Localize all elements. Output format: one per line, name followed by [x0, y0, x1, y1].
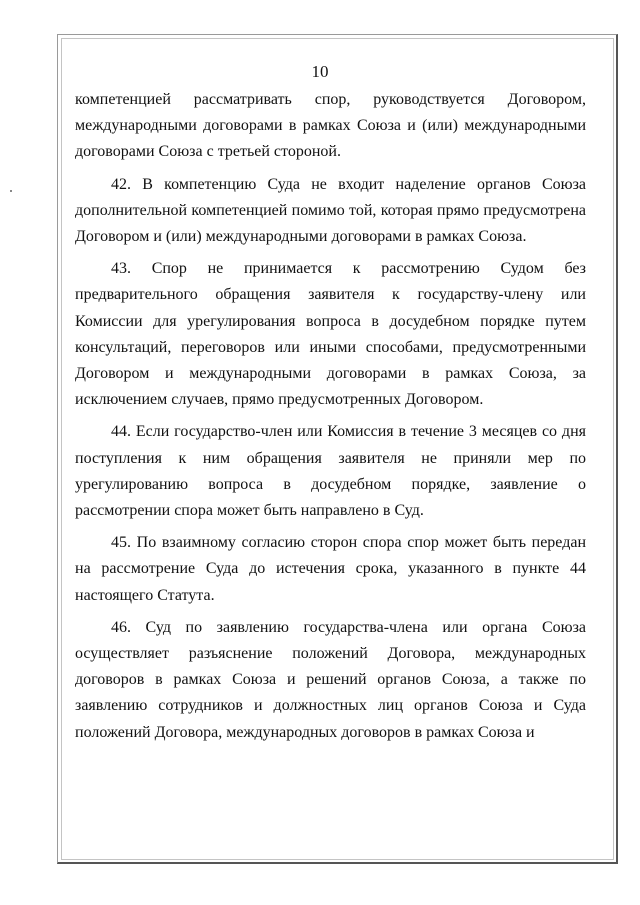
- paragraph-42: 42. В компетенцию Суда не входит наделение органов Союза дополнительной компетенцией помимо той, которая прямо предусмотрена Договором и (или) международными договорами в рамках Союза.: [75, 175, 586, 246]
- page-number: 10: [311, 62, 329, 81]
- paragraph-continuation: компетенцией рассматривать спор, руководствуется Договором, международными договорами в рамках Союза и (или) международными договорами Союза с третьей стороной.: [75, 91, 586, 161]
- paragraph-44: 44. Если государство-член или Комиссия в течение 3 месяцев со дня поступления к ним обращения заявителя не приняли мер по урегулированию вопроса в досудебном порядке, заявление о рассмотрении спора может быть направлено в Суд.: [75, 423, 586, 520]
- document-body: [75, 87, 586, 746]
- scan-mark: [10, 190, 12, 192]
- paragraph-45: 45. По взаимному согласию сторон спора спор может быть передан на рассмотрение Суда до истечения срока, указанного в пункте 44 настоящего Статута.: [75, 534, 586, 604]
- paragraph-46: 46. Суд по заявлению государства-члена или органа Союза осуществляет разъяснение положений Договора, международных договоров в рамках Союза и решений органов Союза, а также по заявлению сотрудников и должностных лиц органов Союза и Суда положений Договора, международных договоров в рамках Союза и: [75, 618, 586, 741]
- paragraph-43: 43. Спор не принимается к рассмотрению Судом без предварительного обращения заявителя к государству-члену или Комиссии для урегулирования вопроса в досудебном порядке путем консультаций, переговоров или иными способами, предусмотренными Договором и международными договорами в рамках Союза, за исключением случаев, прямо предусмотренных Договором.: [75, 260, 586, 409]
